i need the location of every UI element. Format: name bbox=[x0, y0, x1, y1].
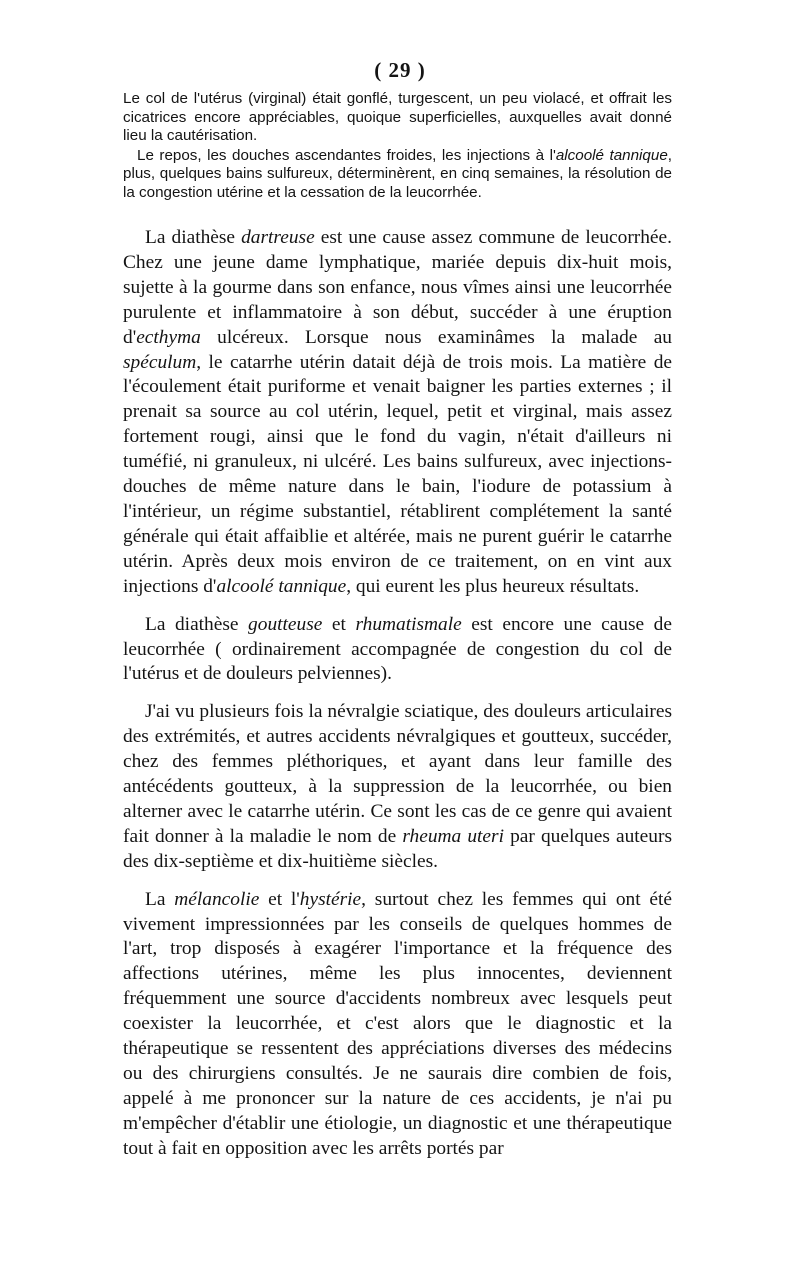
text-run: Le repos, les douches ascendantes froides, les injections à l' bbox=[137, 146, 556, 164]
text-run: J'ai vu plusieurs fois la névralgie sciatique, des douleurs articulaires des extrémités, et autres accidents névralgiques et goutteux, succéder, chez des femmes pléthoriques, et ayant dans leur famille des antécédents goutteux, à la suppression de la leucorrhée, ou bien alterner avec le catarrhe utérin. Ce sont les cas de ce genre qui avaient fait donner à la maladie le nom de bbox=[123, 701, 672, 847]
paragraph bbox=[123, 613, 672, 688]
small-paragraph bbox=[123, 147, 672, 203]
text-run: et bbox=[322, 613, 356, 635]
body-text bbox=[123, 226, 672, 1162]
italic-term: rhumatismale bbox=[355, 613, 462, 635]
text-run: Le col de l'utérus (virginal) était gonflé, turgescent, un peu violacé, et offrait les cicatrices encore appréciables, quoique superficielles, auxquelles avait donné lieu la cautérisation. bbox=[123, 90, 672, 145]
italic-term: hystérie bbox=[299, 888, 362, 910]
text-run: ulcéreux. Lorsque nous examinâmes la malade au bbox=[200, 326, 672, 348]
text-run: est encore une cause de leucorrhée ( ordinairement accompagnée de congestion du col de l'utérus et de douleurs pelviennes). bbox=[123, 613, 672, 685]
text-run: par quelques auteurs des dix-septième et dix-huitième siècles. bbox=[123, 825, 672, 872]
text-run: La diathèse bbox=[145, 613, 249, 635]
small-print-block bbox=[123, 90, 672, 203]
small-paragraph bbox=[123, 90, 672, 146]
italic-term: spéculum bbox=[123, 351, 197, 373]
text-run: La diathèse bbox=[145, 227, 242, 248]
italic-term: mélancolie bbox=[174, 888, 260, 910]
text-run: , surtout chez les femmes qui ont été vivement impressionnées par les conseils de quelques hommes de l'art, trop disposés à exagérer l'importance et la fréquence des affections utérines, même les plus innocentes, deviennent fréquemment une source d'accidents nombreux avec lesquels peut coexister la leucorrhée, et c'est alors que le diagnostic et la thérapeutique se ressentent des appréciations diverses des médecins ou des chirurgiens consultés. Je ne saurais dire combien de fois, appelé à me prononcer sur la nature de ces accidents, je n'ai pu m'empêcher d'établir une étiologie, un diagnostic et une thérapeutique tout à fait en opposition avec les arrêts portés par bbox=[123, 888, 672, 1159]
text-run: La bbox=[145, 888, 175, 910]
text-run: et l' bbox=[259, 888, 300, 910]
text-run: , plus, quelques bains sulfureux, déterminèrent, en cinq semaines, la résolution de la congestion utérine et la cessation de la leucorrhée. bbox=[123, 146, 672, 201]
italic-term: dartreuse bbox=[241, 227, 315, 248]
page-number: ( 29 ) bbox=[374, 58, 426, 82]
italic-term: alcoolé tannique bbox=[555, 146, 668, 164]
text-run: , qui eurent les plus heureux résultats. bbox=[346, 575, 640, 597]
italic-term: ecthyma bbox=[136, 326, 201, 348]
italic-term: rheuma uteri bbox=[402, 825, 504, 847]
paragraph bbox=[123, 226, 672, 600]
text-run: , le catarrhe utérin datait déjà de trois mois. La matière de l'écoulement était puriforme et venait baigner les parties externes ; il prenait sa source au col utérin, lequel, petit et virginal, mais assez fortement rougi, ainsi que le fond du vagin, n'était d'ailleurs ni tuméfié, ni granuleux, ni ulcéré. Les bains sulfureux, avec injections-douches de même nature dans le bain, l'iodure de potassium à l'intérieur, un régime substantiel, rétablirent complétement la santé générale qui était affaiblie et altérée, mais ne purent guérir le catarrhe utérin. Après deux mois environ de ce traitement, on en vint aux injections d' bbox=[123, 351, 672, 597]
text-run: est une cause assez commune de leucorrhée. Chez une jeune dame lymphatique, mariée depuis dix-huit mois, sujette à la gourme dans son enfance, nous vîmes ainsi une leucorrhée purulente et inflammatoire à son début, succéder à une éruption d' bbox=[123, 227, 672, 348]
paragraph bbox=[123, 700, 672, 874]
italic-term: goutteuse bbox=[248, 613, 323, 635]
paragraph bbox=[123, 888, 672, 1162]
italic-term: alcoolé tannique bbox=[216, 575, 347, 597]
